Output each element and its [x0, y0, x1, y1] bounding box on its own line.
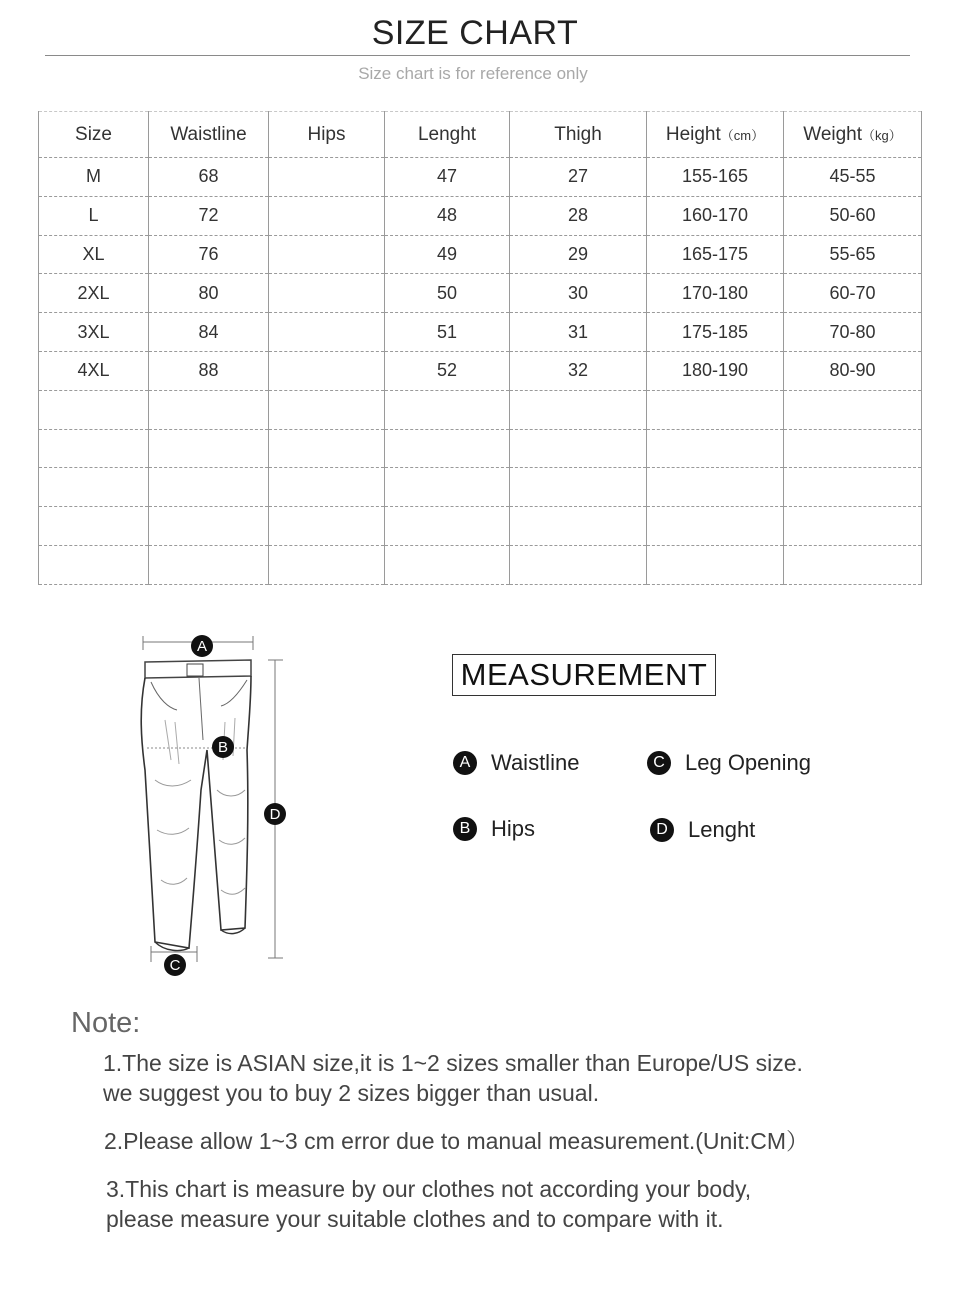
- column-header-length: Lenght: [385, 112, 510, 158]
- cell-hips: [269, 351, 385, 390]
- cell-weight: 70-80: [784, 313, 922, 352]
- cell-waistline: [149, 429, 269, 468]
- legend-label-leg-opening: Leg Opening: [685, 750, 811, 775]
- cell-waistline: 72: [149, 196, 269, 235]
- cell-thigh: [510, 429, 647, 468]
- cell-size: [39, 390, 149, 429]
- legend-item-waistline: [453, 750, 579, 776]
- table-row: [39, 545, 922, 584]
- legend-item-length: [650, 817, 755, 843]
- table-row: [39, 313, 922, 352]
- size-table: [38, 111, 922, 585]
- column-header-size: Size: [39, 112, 149, 158]
- cell-size: L: [39, 196, 149, 235]
- cell-weight: [784, 390, 922, 429]
- cell-length: 51: [385, 313, 510, 352]
- cell-hips: [269, 274, 385, 313]
- marker-a-label: A: [196, 638, 208, 655]
- cell-height: 170-180: [647, 274, 784, 313]
- marker-d-label: D: [269, 806, 281, 823]
- legend-badge-d: D: [650, 818, 674, 842]
- cell-weight: 60-70: [784, 274, 922, 313]
- table-row: [39, 468, 922, 507]
- cell-height: [647, 429, 784, 468]
- note-heading: Note:: [71, 1007, 141, 1039]
- cell-thigh: 30: [510, 274, 647, 313]
- cell-height: 180-190: [647, 351, 784, 390]
- cell-size: [39, 545, 149, 584]
- cell-waistline: [149, 545, 269, 584]
- cell-hips: [269, 545, 385, 584]
- cell-length: 52: [385, 351, 510, 390]
- cell-weight: [784, 429, 922, 468]
- column-unit: （cm）: [720, 127, 765, 143]
- cell-waistline: [149, 390, 269, 429]
- marker-c-label: C: [169, 957, 181, 974]
- cell-waistline: 80: [149, 274, 269, 313]
- cell-height: 160-170: [647, 196, 784, 235]
- cell-length: [385, 390, 510, 429]
- pants-diagram: [125, 630, 305, 980]
- cell-weight: [784, 507, 922, 546]
- column-header-waistline: Waistline: [149, 112, 269, 158]
- note-line: we suggest you to buy 2 sizes bigger than usual.: [103, 1080, 600, 1106]
- cell-waistline: [149, 468, 269, 507]
- cell-weight: 50-60: [784, 196, 922, 235]
- legend-label-waistline: Waistline: [491, 750, 580, 775]
- table-row: [39, 158, 922, 197]
- table-row: [39, 390, 922, 429]
- cell-thigh: [510, 390, 647, 429]
- cell-waistline: 84: [149, 313, 269, 352]
- cell-height: 175-185: [647, 313, 784, 352]
- cell-hips: [269, 313, 385, 352]
- note-item-3: [106, 1174, 751, 1234]
- note-line: please measure your suitable clothes and to compare with it.: [106, 1206, 724, 1232]
- cell-height: 165-175: [647, 235, 784, 274]
- column-header-height: Height（cm）: [647, 112, 784, 158]
- cell-size: XL: [39, 235, 149, 274]
- legend-label-hips: Hips: [491, 816, 536, 841]
- cell-hips: [269, 468, 385, 507]
- cell-weight: [784, 545, 922, 584]
- table-row: [39, 235, 922, 274]
- cell-length: 49: [385, 235, 510, 274]
- cell-height: [647, 507, 784, 546]
- cell-length: [385, 507, 510, 546]
- cell-size: [39, 468, 149, 507]
- page-title: SIZE CHART: [371, 14, 579, 52]
- cell-waistline: 68: [149, 158, 269, 197]
- note-line: 2.Please allow 1~3 cm error due to manual measurement.(Unit:CM）: [104, 1128, 809, 1154]
- cell-thigh: 31: [510, 313, 647, 352]
- cell-waistline: [149, 507, 269, 546]
- cell-thigh: [510, 507, 647, 546]
- cell-waistline: 88: [149, 351, 269, 390]
- cell-thigh: 32: [510, 351, 647, 390]
- legend-badge-a: A: [453, 751, 477, 775]
- table-row: [39, 351, 922, 390]
- cell-size: [39, 507, 149, 546]
- cell-hips: [269, 429, 385, 468]
- column-header-weight: Weight（kg）: [784, 112, 922, 158]
- cell-length: [385, 468, 510, 507]
- legend-badge-c: C: [647, 751, 671, 775]
- table-header-row: [39, 112, 922, 158]
- cell-size: M: [39, 158, 149, 197]
- cell-size: 3XL: [39, 313, 149, 352]
- legend-label-length: Lenght: [688, 817, 756, 842]
- cell-height: [647, 545, 784, 584]
- cell-thigh: 28: [510, 196, 647, 235]
- cell-length: [385, 429, 510, 468]
- table-row: [39, 507, 922, 546]
- cell-length: [385, 545, 510, 584]
- cell-hips: [269, 158, 385, 197]
- title-divider: [45, 55, 910, 56]
- note-line: 3.This chart is measure by our clothes not according your body,: [106, 1176, 752, 1202]
- cell-length: 47: [385, 158, 510, 197]
- legend-item-hips: [453, 816, 535, 842]
- cell-length: 48: [385, 196, 510, 235]
- note-line: 1.The size is ASIAN size,it is 1~2 sizes smaller than Europe/US size.: [103, 1050, 803, 1076]
- note-item-2: [104, 1126, 809, 1156]
- cell-weight: [784, 468, 922, 507]
- table-row: [39, 196, 922, 235]
- cell-hips: [269, 196, 385, 235]
- column-unit: （kg）: [862, 127, 902, 143]
- cell-weight: 45-55: [784, 158, 922, 197]
- cell-hips: [269, 390, 385, 429]
- legend-item-leg-opening: [647, 750, 811, 776]
- legend-badge-b: B: [453, 817, 477, 841]
- cell-size: 2XL: [39, 274, 149, 313]
- cell-height: 155-165: [647, 158, 784, 197]
- cell-thigh: 29: [510, 235, 647, 274]
- cell-length: 50: [385, 274, 510, 313]
- cell-thigh: [510, 545, 647, 584]
- cell-size: [39, 429, 149, 468]
- cell-size: 4XL: [39, 351, 149, 390]
- measurement-heading: MEASUREMENT: [452, 654, 716, 696]
- column-header-hips: Hips: [269, 112, 385, 158]
- cell-weight: 55-65: [784, 235, 922, 274]
- cell-height: [647, 390, 784, 429]
- page-subtitle: Size chart is for reference only: [358, 64, 588, 83]
- cell-hips: [269, 235, 385, 274]
- cell-thigh: 27: [510, 158, 647, 197]
- cell-thigh: [510, 468, 647, 507]
- table-row: [39, 429, 922, 468]
- cell-waistline: 76: [149, 235, 269, 274]
- cell-hips: [269, 507, 385, 546]
- table-row: [39, 274, 922, 313]
- column-header-thigh: Thigh: [510, 112, 647, 158]
- cell-weight: 80-90: [784, 351, 922, 390]
- marker-b-label: B: [217, 739, 229, 756]
- note-item-1: [103, 1048, 803, 1108]
- cell-height: [647, 468, 784, 507]
